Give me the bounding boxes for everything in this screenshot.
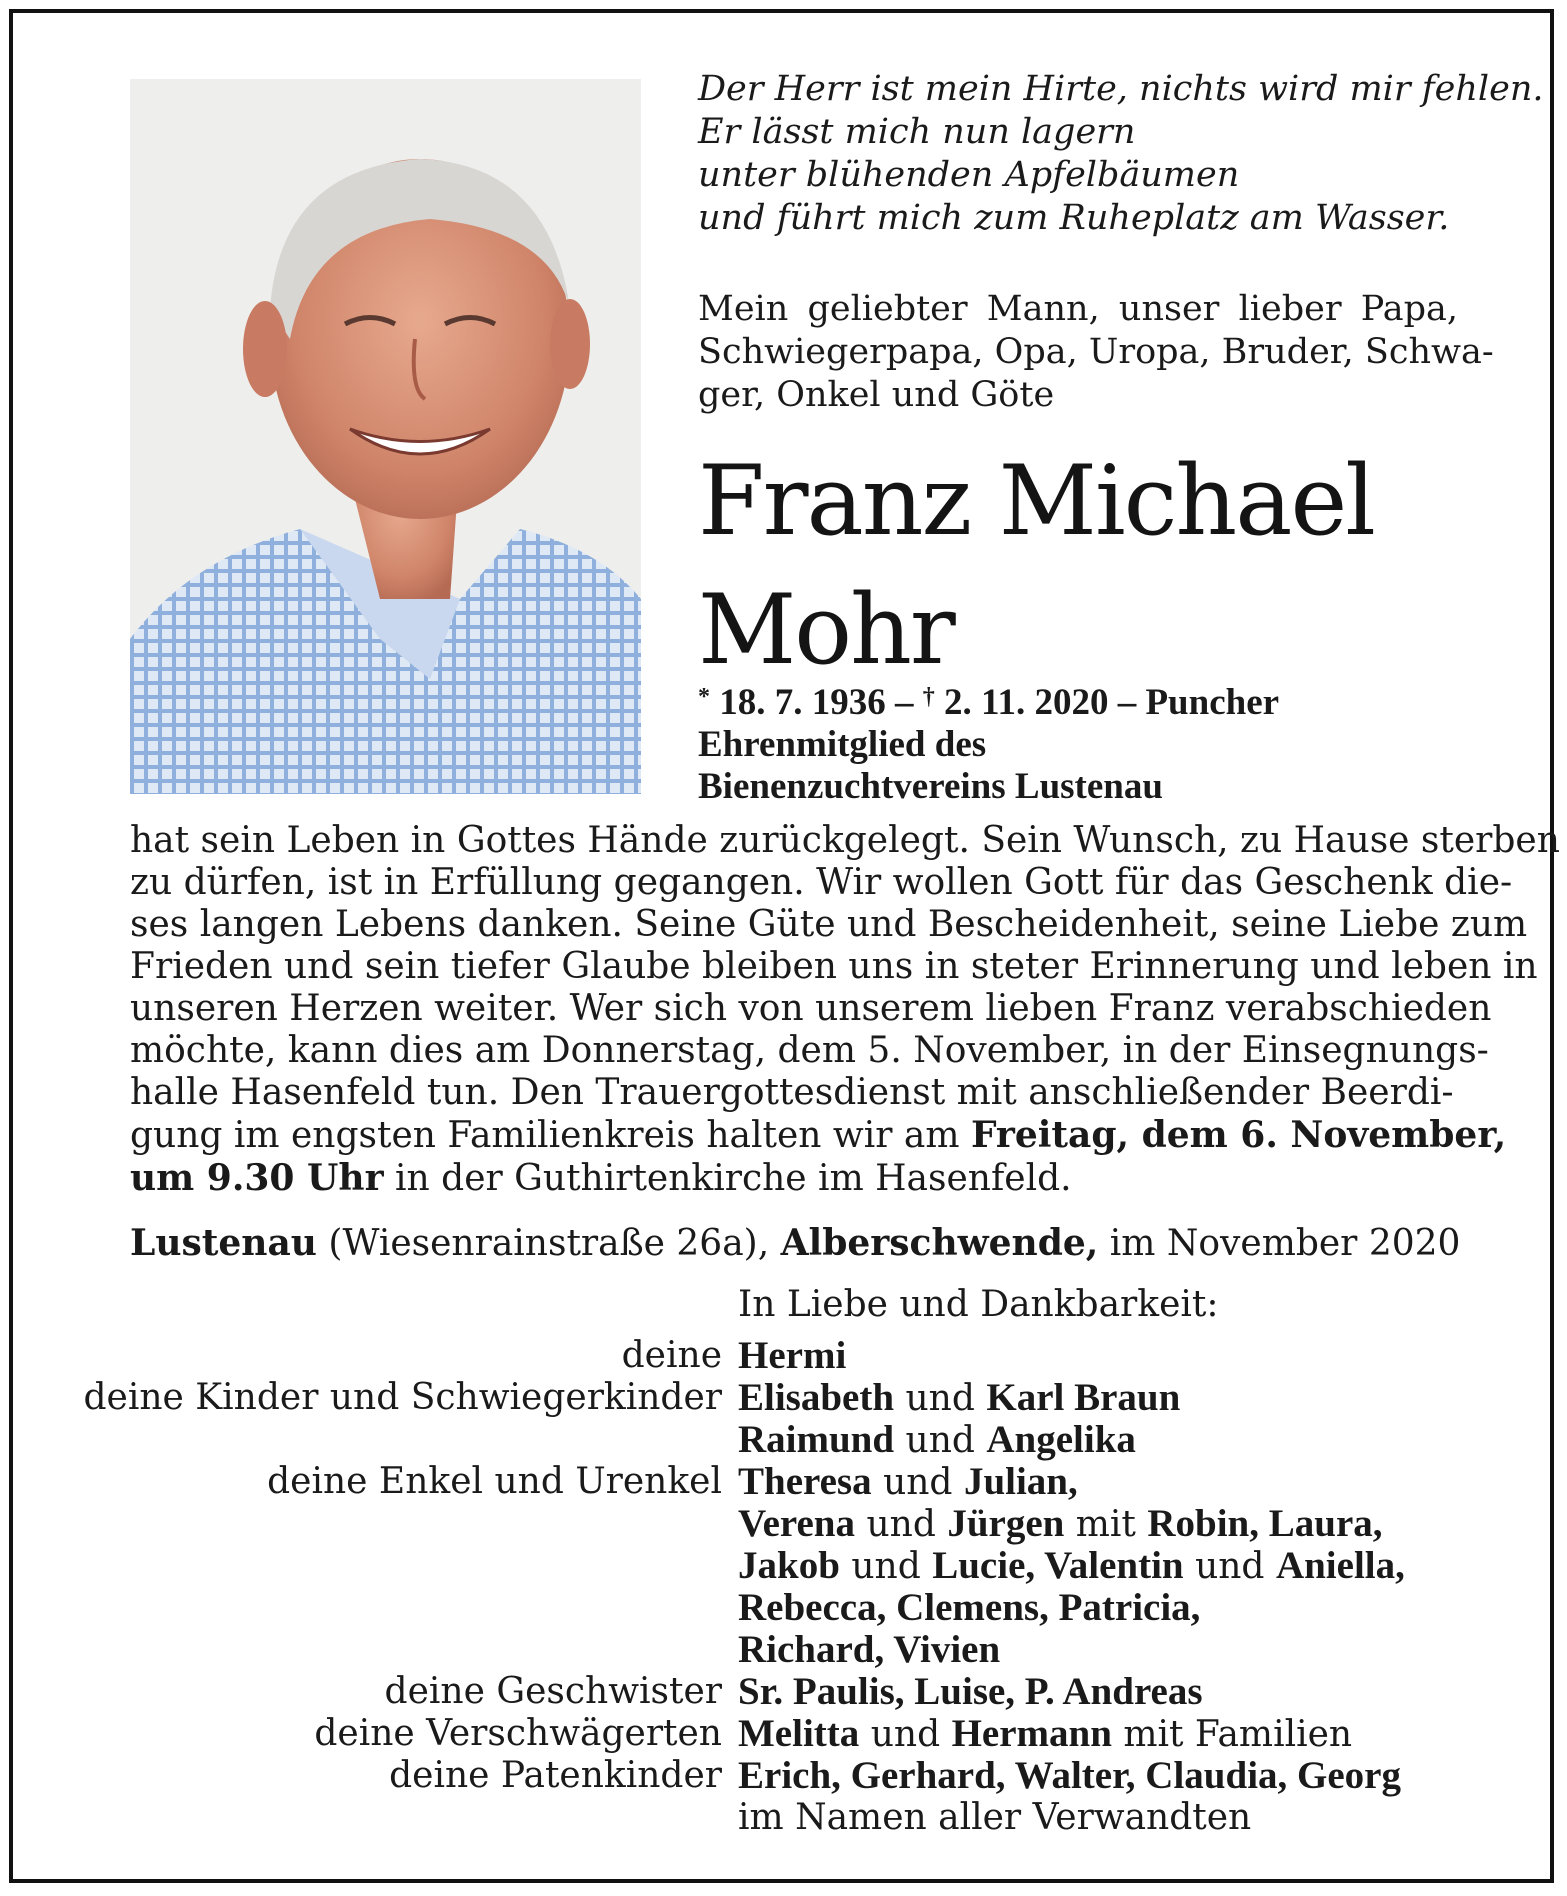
address: (Wiesenrainstraße 26a), [328, 1223, 770, 1264]
deceased-name [698, 437, 1458, 695]
list-item [0, 1461, 1567, 1503]
mourner-name: Elisabeth [738, 1376, 895, 1419]
honorary-club: Bienenzuchtvereins Lustenau [698, 766, 1163, 807]
birth-date: 18. 7. 1936 – [719, 682, 914, 723]
mourner-name: Jürgen [947, 1502, 1065, 1545]
body-line: unseren Herzen weiter. Wer sich von unserem lieben Franz verabschieden [130, 988, 1492, 1029]
life-dates [698, 676, 1458, 808]
list-item [0, 1713, 1567, 1755]
relation-label: deine Verschwägerten [314, 1713, 722, 1754]
list-item [0, 1545, 1567, 1587]
psalm-line: Der Herr ist mein Hirte, nichts wird mir fehlen. [698, 69, 1544, 109]
mourner-name: Hermi [738, 1334, 847, 1377]
thanks-line: In Liebe und Dankbarkeit: [738, 1284, 1219, 1325]
name-line-1: Franz Michael [698, 445, 1374, 557]
mourner-name: Karl Braun [986, 1376, 1181, 1419]
intro-line: Schwiegerpapa, Opa, Uropa, Bruder, Schwa- [698, 332, 1494, 372]
funeral-date: Freitag, dem 6. November, [970, 1114, 1507, 1156]
mourner-name: Melitta [738, 1712, 860, 1755]
city-lustenau: Lustenau [130, 1222, 317, 1264]
mourner-name: Sr. Paulis, Luise, P. Andreas [738, 1670, 1203, 1713]
mourner-name: Julian, [963, 1460, 1078, 1503]
mourner-name: Robin, Laura, [1147, 1502, 1383, 1545]
conjunction: und [883, 1462, 953, 1503]
relation-label: deine Geschwister [384, 1671, 722, 1712]
honorary-role: Ehrenmitglied des [698, 724, 987, 765]
death-symbol: † [922, 684, 935, 710]
relation-label: deine [621, 1335, 722, 1376]
list-item [0, 1797, 1567, 1839]
mourner-name: Verena [738, 1502, 855, 1545]
body-line: hat sein Leben in Gottes Hände zurückgelegt. Sein Wunsch, zu Hause sterben [130, 820, 1560, 861]
list-item [0, 1503, 1567, 1545]
body-line: halle Hasenfeld tun. Den Trauergottesdienst mit anschließender Beerdi- [130, 1072, 1454, 1113]
conjunction: und [870, 1714, 941, 1755]
conjunction: mit [1075, 1504, 1136, 1545]
place-date-line [130, 1222, 1460, 1265]
list-item [0, 1335, 1567, 1377]
psalm-verse [698, 68, 1544, 240]
birth-symbol: * [698, 684, 710, 710]
conjunction: und [851, 1546, 921, 1587]
mourner-name: Lucie, Valentin [932, 1544, 1184, 1587]
psalm-line: unter blühenden Apfelbäumen [698, 155, 1240, 195]
body-line: Frieden und sein tiefer Glaube bleiben uns in steter Erinnerung und leben in [130, 946, 1538, 987]
relation-label: deine Kinder und Schwiegerkinder [83, 1377, 722, 1418]
mourner-name: Richard, Vivien [738, 1628, 1001, 1671]
intro-line: Mein geliebter Mann, unser lieber Papa, [698, 289, 1458, 329]
mourner-name: Rebecca, Clemens, Patricia, [738, 1586, 1201, 1629]
list-item [0, 1587, 1567, 1629]
mourner-suffix: mit Familien [1123, 1714, 1353, 1755]
obituary-body [130, 820, 1560, 1200]
closing-line: im Namen aller Verwandten [738, 1797, 1252, 1838]
mourner-name: Aniella, [1275, 1544, 1405, 1587]
city-alberschwende: Alberschwende, [780, 1222, 1099, 1264]
mourner-name: Angelika [986, 1418, 1136, 1461]
intro-text [698, 288, 1494, 417]
psalm-line: und führt mich zum Ruheplatz am Wasser. [698, 198, 1450, 238]
list-item [0, 1629, 1567, 1671]
list-item [0, 1419, 1567, 1461]
list-item [0, 1755, 1567, 1797]
mourners-list [0, 1335, 1567, 1839]
name-line-2: Mohr [698, 574, 954, 686]
death-date: 2. 11. 2020 – Puncher [944, 682, 1280, 723]
relation-label: deine Enkel und Urenkel [267, 1461, 722, 1502]
mourner-name: Hermann [951, 1712, 1112, 1755]
notice-date: im November 2020 [1109, 1223, 1461, 1264]
funeral-time: um 9.30 Uhr [130, 1157, 384, 1199]
conjunction: und [1195, 1546, 1265, 1587]
body-line: ses langen Lebens danken. Seine Güte und Bescheidenheit, seine Liebe zum [130, 904, 1528, 945]
mourner-name: Erich, Gerhard, Walter, Claudia, Georg [738, 1754, 1401, 1797]
conjunction: und [905, 1420, 975, 1461]
list-item [0, 1671, 1567, 1713]
relation-label: deine Patenkinder [389, 1755, 722, 1796]
mourner-name: Raimund [738, 1418, 895, 1461]
body-line: möchte, kann dies am Donnerstag, dem 5. November, in der Einsegnungs- [130, 1030, 1489, 1071]
mourner-name: Jakob [738, 1544, 840, 1587]
funeral-location: in der Guthirtenkirche im Hasenfeld. [395, 1158, 1072, 1199]
mourner-name: Theresa [738, 1460, 872, 1503]
body-line: zu dürfen, ist in Erfüllung gegangen. Wir wollen Gott für das Geschenk die- [130, 862, 1513, 903]
portrait-photo [130, 79, 641, 794]
conjunction: und [905, 1378, 975, 1419]
list-item [0, 1377, 1567, 1419]
body-line-8-text: gung im engsten Familienkreis halten wir am [130, 1115, 960, 1156]
body-line [130, 1114, 1507, 1157]
intro-line: ger, Onkel und Göte [698, 375, 1055, 415]
psalm-line: Er lässt mich nun lagern [698, 112, 1136, 152]
conjunction: und [866, 1504, 936, 1545]
body-line [130, 1157, 1438, 1200]
